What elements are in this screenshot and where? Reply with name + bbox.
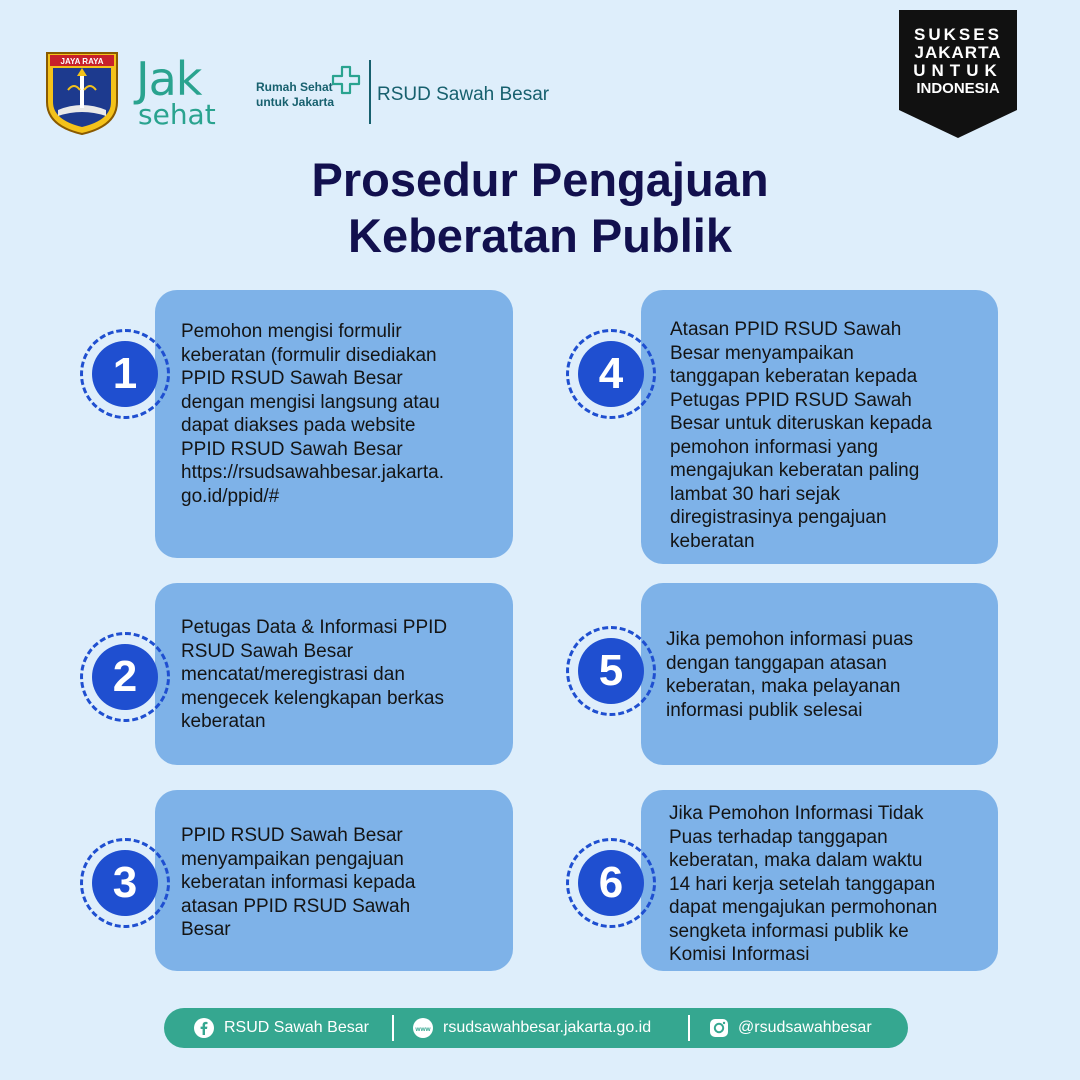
- step-text-line: Besar untuk diteruskan kepada: [670, 413, 932, 434]
- footer-separator: [392, 1015, 394, 1041]
- badge-line-4: INDONESIA: [916, 80, 1000, 97]
- step-text-line: atasan PPID RSUD Sawah: [181, 895, 411, 917]
- step-text-line: PPID RSUD Sawah Besar: [181, 825, 403, 846]
- step-text-line: 14 hari kerja setelah tanggapan: [669, 873, 936, 895]
- instagram-icon: [709, 1018, 729, 1038]
- step-text-line: go.id/ppid/#: [181, 485, 280, 507]
- step-text-line: Pemohon mengisi formulir: [181, 321, 402, 342]
- step-text-line: keberatan: [670, 530, 755, 552]
- step-description: [181, 616, 447, 734]
- step-text-line: keberatan, maka dalam waktu: [669, 850, 923, 871]
- step-description: [670, 318, 932, 553]
- rumah-sehat-logo: [256, 80, 366, 116]
- step-text-line: Besar menyampaikan: [670, 342, 854, 364]
- step-text-line: Komisi Informasi: [669, 944, 810, 965]
- badge-line-1: SUKSES: [914, 25, 1002, 44]
- website-icon-text: www: [415, 1026, 431, 1033]
- step-text-line: Jika pemohon informasi puas: [666, 629, 914, 650]
- step-number: 4: [578, 341, 644, 407]
- footer-website[interactable]: rsudsawahbesar.jakarta.go.id: [443, 1019, 652, 1036]
- step-text-line: dapat mengajukan permohonan: [669, 897, 938, 918]
- step-number: 2: [92, 644, 158, 710]
- badge-line-3: UNTUK: [913, 61, 1003, 80]
- step-number: 1: [92, 341, 158, 407]
- step-text-line: keberatan informasi kepada: [181, 872, 416, 893]
- step-text-line: Puas terhadap tanggapan: [669, 826, 888, 848]
- title-line-2: Keberatan Publik: [348, 209, 732, 262]
- health-plus-icon: [330, 64, 362, 96]
- step-text-line: dapat diakses pada website: [181, 415, 416, 436]
- jak-logo-word: Jak: [136, 52, 202, 106]
- logo-divider: [369, 60, 371, 124]
- step-text-line: Besar: [181, 919, 231, 940]
- step-text-line: PPID RSUD Sawah Besar: [181, 438, 403, 460]
- step-text-line: mencatat/meregistrasi dan: [181, 664, 405, 685]
- step-text-line: lambat 30 hari sejak: [670, 483, 841, 505]
- step-text-line: dengan mengisi langsung atau: [181, 391, 440, 413]
- step-text-line: dengan tanggapan atasan: [666, 652, 887, 674]
- title-line-1: Prosedur Pengajuan: [311, 153, 769, 206]
- website-icon: [413, 1018, 433, 1038]
- step-text-line: mengecek kelengkapan berkas: [181, 687, 445, 709]
- step-text-line: pemohon informasi yang: [670, 436, 879, 458]
- sukses-jakarta-badge: [899, 10, 1017, 138]
- emblem-text: JAYA RAYA: [60, 57, 104, 66]
- step-text-line: RSUD Sawah Besar: [181, 640, 354, 662]
- step-text-line: Atasan PPID RSUD Sawah: [670, 319, 902, 340]
- footer-instagram[interactable]: @rsudsawahbesar: [738, 1019, 872, 1036]
- step-text-line: tanggapan keberatan kepada: [670, 366, 918, 387]
- step-number: 3: [92, 850, 158, 916]
- footer-facebook[interactable]: RSUD Sawah Besar: [224, 1019, 369, 1036]
- badge-line-2: JAKARTA: [914, 43, 1002, 62]
- step-text-line: https://rsudsawahbesar.jakarta.: [181, 462, 444, 483]
- step-text-line: keberatan (formulir disediakan: [181, 344, 437, 366]
- step-text-line: sengketa informasi publik ke: [669, 920, 909, 942]
- step-text-line: informasi publik selesai: [666, 699, 863, 721]
- step-text-line: keberatan: [181, 711, 266, 732]
- step-description: [669, 802, 937, 967]
- page-title: [0, 152, 1080, 264]
- footer-separator: [688, 1015, 690, 1041]
- footer-contact-bar: [164, 1008, 908, 1048]
- hospital-name: RSUD Sawah Besar: [377, 84, 550, 105]
- jak-sehat-logo: [136, 52, 236, 132]
- step-text-line: PPID RSUD Sawah Besar: [181, 368, 403, 389]
- step-number: 5: [578, 638, 644, 704]
- sehat-logo-word: sehat: [138, 98, 216, 131]
- step-description: [181, 320, 444, 508]
- step-text-line: Jika Pemohon Informasi Tidak: [669, 803, 924, 824]
- step-text-line: keberatan, maka pelayanan: [666, 676, 901, 697]
- step-number: 6: [578, 850, 644, 916]
- facebook-icon: [194, 1018, 214, 1038]
- step-text-line: mengajukan keberatan paling: [670, 460, 920, 481]
- step-text-line: Petugas Data & Informasi PPID: [181, 617, 448, 638]
- jakarta-emblem-logo: [44, 50, 120, 136]
- rumah-sehat-line2: untuk Jakarta: [256, 95, 335, 109]
- step-text-line: diregistrasinya pengajuan: [670, 507, 887, 528]
- step-text-line: menyampaikan pengajuan: [181, 848, 404, 870]
- rumah-sehat-line1: Rumah Sehat: [256, 80, 333, 94]
- step-description: [181, 824, 415, 942]
- step-description: [666, 628, 913, 722]
- step-text-line: Petugas PPID RSUD Sawah: [670, 389, 912, 411]
